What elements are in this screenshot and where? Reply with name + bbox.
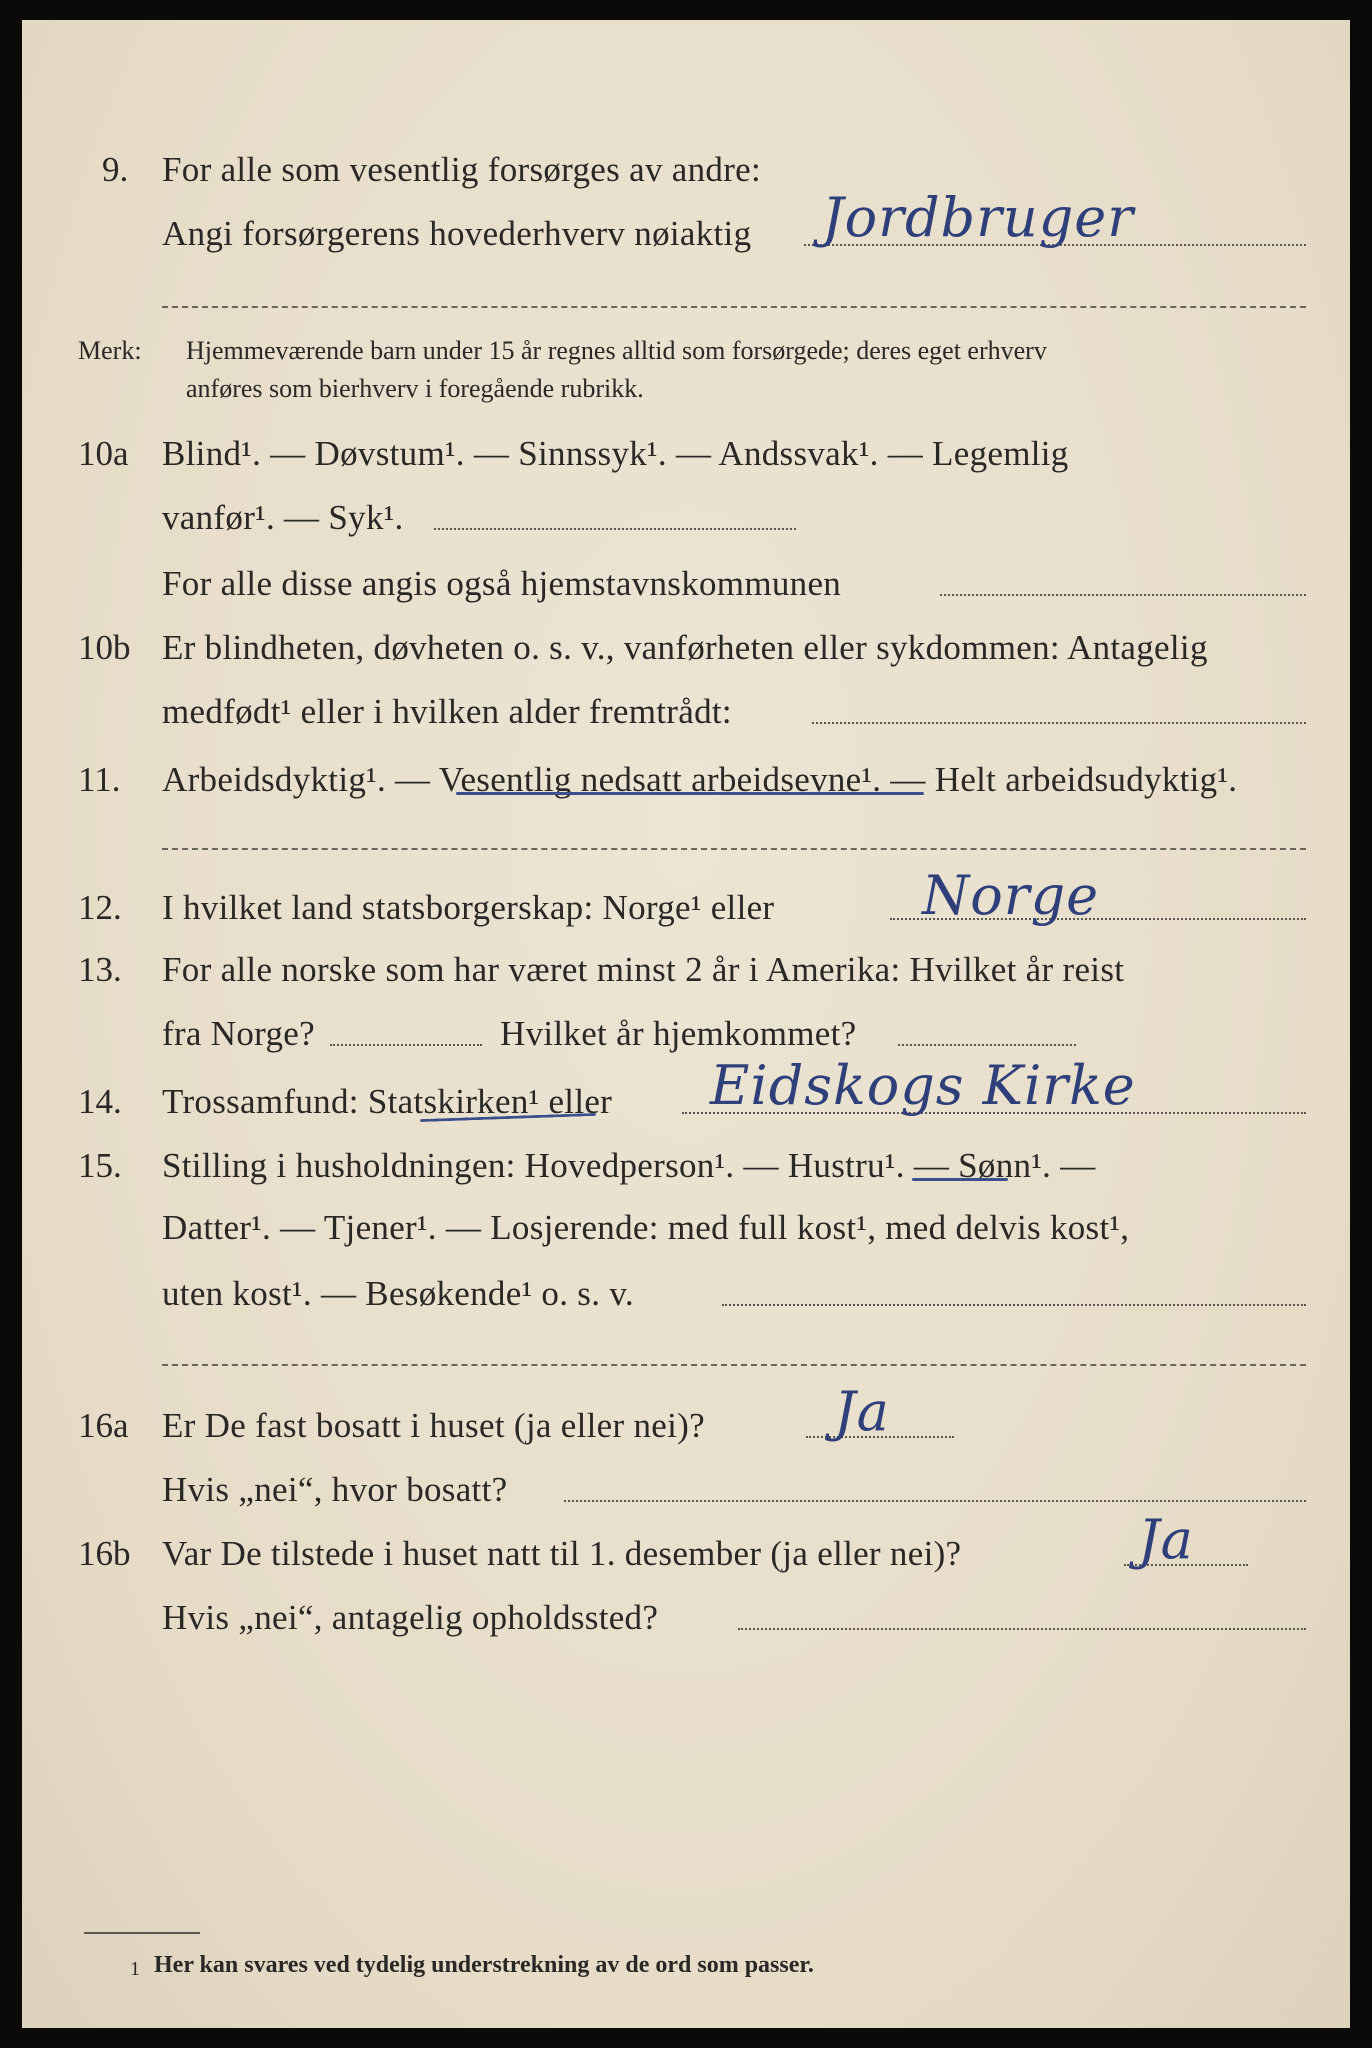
separator-rule [162,306,1306,308]
q9-line2: Angi forsørgerens hovederhverv nøiaktig [162,214,752,253]
separator-rule [162,848,1306,850]
q9-handwritten-answer: Jordbruger [822,186,1135,249]
q15-underline-mark [912,1178,1008,1181]
q15-answer-line [722,1304,1306,1306]
q13-hjemkommet-line [898,1044,1076,1046]
footnote-text: Her kan svares ved tydelig understrekning av de ord som passer. [154,1952,814,1978]
q10b-line1: Er blindheten, døvheten o. s. v., vanførheten eller sykdommen: Antagelig [162,628,1208,667]
merk-line2: anføres som bierhverv i foregående rubrikk. [186,374,644,403]
q10a-line1: Blind¹. — Døvstum¹. — Sinnssyk¹. — Andssvak¹. — Legemlig [162,434,1069,473]
q10a-number: 10a [78,434,129,473]
q11-number: 11. [78,760,121,799]
q10a-syk-line [434,528,796,530]
merk-line1: Hjemmeværende barn under 15 år regnes alltid som forsørgede; deres eget erhverv [186,336,1047,365]
census-form-page [22,20,1350,2028]
q16a-handwritten-answer: Ja [834,1380,890,1443]
q16a-line2: Hvis „nei“, hvor bosatt? [162,1470,508,1509]
footnote-mark: 1 [130,1958,140,1980]
q13-reist-line [330,1044,482,1046]
q15-line3: uten kost¹. — Besøkende¹ o. s. v. [162,1274,634,1313]
q14-handwritten-answer: Eidskogs Kirke [710,1054,1136,1117]
merk-label: Merk: [78,336,142,365]
q13-line1: For alle norske som har været minst 2 år i Amerika: Hvilket år reist [162,950,1125,989]
q9-number: 9. [102,150,129,189]
q10a-line3: For alle disse angis også hjemstavnskommunen [162,564,842,603]
q12-handwritten-answer: Norge [922,864,1100,927]
q12-text: I hvilket land statsborgerskap: Norge¹ eller [162,888,775,927]
q11-text: Arbeidsdyktig¹. — Vesentlig nedsatt arbeidsevne¹. — Helt arbeidsudyktig¹. [162,760,1238,799]
separator-rule [162,1364,1306,1366]
q13-line2a: fra Norge? [162,1014,315,1053]
q13-number: 13. [78,950,122,989]
q16a-number: 16a [78,1406,129,1445]
q16b-line1: Var De tilstede i huset natt til 1. desember (ja eller nei)? [162,1534,962,1573]
q12-number: 12. [78,888,122,927]
footnote-rule [84,1932,200,1934]
q15-line2: Datter¹. — Tjener¹. — Losjerende: med full kost¹, med delvis kost¹, [162,1208,1130,1247]
q13-line2b: Hvilket år hjemkommet? [500,1014,857,1053]
q16b-handwritten-answer: Ja [1138,1508,1194,1571]
q10b-alder-line [812,722,1306,724]
q11-underline-mark [456,792,924,795]
q10b-number: 10b [78,628,131,667]
q16b-opholdssted-line [738,1628,1306,1630]
q14-text: Trossamfund: Statskirken¹ eller [162,1082,613,1121]
q16b-line2: Hvis „nei“, antagelig opholdssted? [162,1598,659,1637]
q14-number: 14. [78,1082,122,1121]
q16a-line1: Er De fast bosatt i huset (ja eller nei)? [162,1406,705,1445]
q10b-line2: medfødt¹ eller i hvilken alder fremtrådt: [162,692,732,731]
q10a-line2: vanfør¹. — Syk¹. [162,498,404,537]
q10a-hjemstavn-line [940,594,1306,596]
q9-line1: For alle som vesentlig forsørges av andre: [162,150,762,189]
q15-number: 15. [78,1146,122,1185]
q15-line1: Stilling i husholdningen: Hovedperson¹. — Hustru¹. — Sønn¹. — [162,1146,1096,1185]
q16a-bosatt-line [564,1500,1306,1502]
q16b-number: 16b [78,1534,131,1573]
